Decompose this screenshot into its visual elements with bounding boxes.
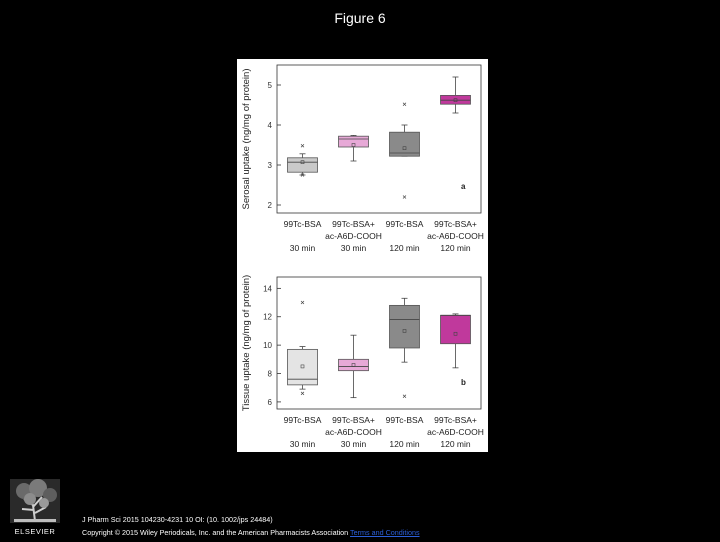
y-tick-label: 8 <box>267 369 272 379</box>
x-category-label: 99Tc-BSA <box>283 219 322 229</box>
copyright-line <box>82 526 420 539</box>
chart-panel-a <box>241 65 484 253</box>
outlier-point <box>301 301 304 304</box>
x-category-label: 99Tc-BSA <box>385 219 424 229</box>
chart-panel-b <box>241 275 484 449</box>
box <box>441 315 471 343</box>
citation-line: J Pharm Sci 2015 104230-4231 10 OI: (10. 1002/jps 24484) <box>82 515 273 524</box>
box <box>390 305 420 348</box>
x-category-label: 30 min <box>340 439 367 449</box>
box-plot-figure <box>237 59 488 452</box>
elsevier-tree-icon <box>6 477 64 537</box>
elsevier-logo <box>6 477 64 537</box>
x-category-label: 99Tc-BSA+ <box>434 415 477 425</box>
box <box>390 132 420 156</box>
figure-panel <box>237 59 488 452</box>
outlier-point <box>301 392 304 395</box>
x-category-label: 99Tc-BSA+ <box>332 415 375 425</box>
x-category-label: ac-A6D-COOH <box>427 427 484 437</box>
y-tick-label: 6 <box>267 397 272 407</box>
x-category-label: 99Tc-BSA+ <box>434 219 477 229</box>
y-tick-label: 2 <box>267 201 272 210</box>
y-tick-label: 4 <box>267 121 272 130</box>
x-category-label: 99Tc-BSA+ <box>332 219 375 229</box>
logo-text: ELSEVIER <box>14 527 56 536</box>
outlier-point <box>403 395 406 398</box>
x-category-label: 99Tc-BSA <box>283 415 322 425</box>
y-tick-label: 10 <box>263 341 272 351</box>
y-tick-label: 12 <box>263 312 272 322</box>
outlier-point <box>403 103 406 106</box>
outlier-point <box>403 196 406 199</box>
terms-link[interactable]: Terms and Conditions <box>350 528 420 537</box>
y-axis-label: Tissue uptake (ng/mg of protein) <box>241 274 252 412</box>
x-category-label: 30 min <box>289 243 316 253</box>
plot-frame <box>277 65 481 213</box>
y-tick-label: 14 <box>263 284 272 294</box>
figure-title: Figure 6 <box>334 10 386 26</box>
outlier-point <box>301 144 304 147</box>
x-category-label: ac-A6D-COOH <box>427 231 484 241</box>
x-category-label: 120 min <box>440 243 471 253</box>
panel-label: a <box>461 182 466 191</box>
y-tick-label: 5 <box>267 81 272 90</box>
box <box>339 136 369 147</box>
x-category-label: 30 min <box>289 439 316 449</box>
x-category-label: ac-A6D-COOH <box>325 231 382 241</box>
y-axis-label: Serosal uptake (ng/mg of protein) <box>241 68 252 210</box>
x-category-label: 120 min <box>440 439 471 449</box>
box <box>339 359 369 370</box>
x-category-label: 99Tc-BSA <box>385 415 424 425</box>
copyright-text: Copyright © 2015 Wiley Periodicals, Inc. and the American Pharmacists Association <box>82 528 349 537</box>
box <box>288 158 318 172</box>
x-category-label: 30 min <box>340 243 367 253</box>
x-category-label: ac-A6D-COOH <box>325 427 382 437</box>
citation-footer <box>82 513 420 539</box>
x-category-label: 120 min <box>389 439 420 449</box>
x-category-label: 120 min <box>389 243 420 253</box>
panel-label: b <box>461 378 466 387</box>
y-tick-label: 3 <box>267 161 272 170</box>
